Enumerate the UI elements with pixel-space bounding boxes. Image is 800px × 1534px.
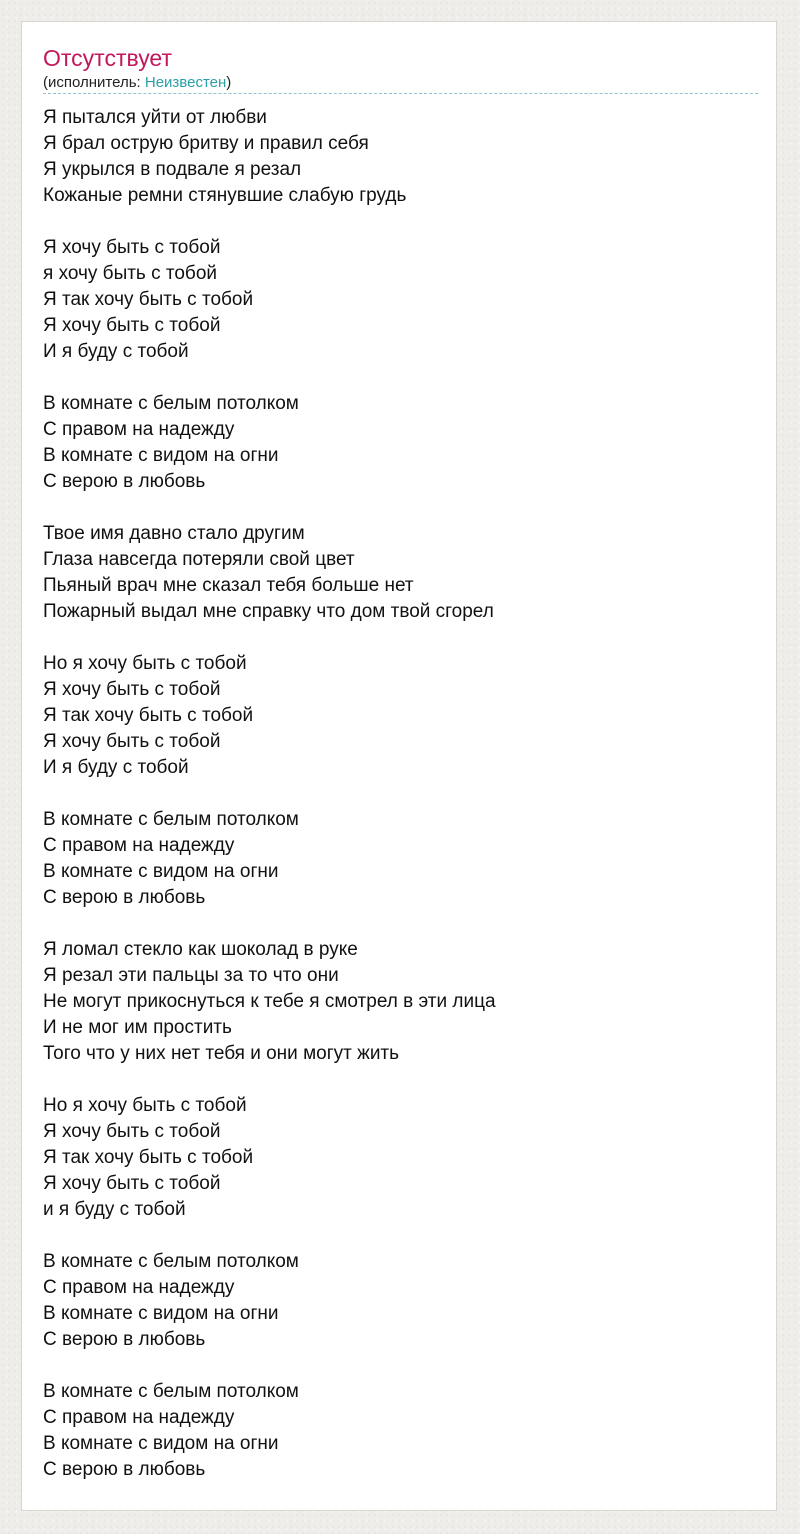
lyrics-line: Но я хочу быть с тобой: [43, 1095, 247, 1116]
lyrics-body: [43, 105, 758, 1483]
lyrics-line: Твое имя давно стало другим: [43, 523, 305, 544]
lyrics-line: Я хочу быть с тобой: [43, 237, 221, 258]
lyrics-line: Я хочу быть с тобой: [43, 315, 221, 336]
lyrics-line: Я резал эти пальцы за то что они: [43, 965, 339, 986]
lyrics-stanza: [43, 105, 758, 209]
lyrics-line: С правом на надежду: [43, 1407, 235, 1428]
lyrics-line: В комнате с видом на огни: [43, 861, 279, 882]
lyrics-stanza: [43, 937, 758, 1067]
lyrics-line: и я буду с тобой: [43, 1199, 186, 1220]
lyrics-line: Я так хочу быть с тобой: [43, 705, 254, 726]
lyrics-line: С правом на надежду: [43, 835, 235, 856]
lyrics-line: Я пытался уйти от любви: [43, 107, 267, 128]
lyrics-line: С правом на надежду: [43, 1277, 235, 1298]
lyrics-stanza: [43, 1093, 758, 1223]
lyrics-stanza: [43, 391, 758, 495]
lyrics-line: С верою в любовь: [43, 471, 206, 492]
lyrics-line: Я так хочу быть с тобой: [43, 1147, 254, 1168]
lyrics-line: Глаза навсегда потеряли свой цвет: [43, 549, 355, 570]
lyrics-line: И я буду с тобой: [43, 341, 189, 362]
lyrics-stanza: [43, 651, 758, 781]
lyrics-card: [21, 21, 777, 1511]
lyrics-line: С верою в любовь: [43, 1459, 206, 1480]
lyrics-line: С верою в любовь: [43, 887, 206, 908]
lyrics-line: Я брал острую бритву и правил себя: [43, 133, 369, 154]
artist-line: [43, 73, 231, 93]
lyrics-stanza: [43, 807, 758, 911]
lyrics-line: Пожарный выдал мне справку что дом твой сгорел: [43, 601, 494, 622]
song-title: Отсутствует: [43, 45, 172, 71]
lyrics-line: И я буду с тобой: [43, 757, 189, 778]
lyrics-line: я хочу быть с тобой: [43, 263, 217, 284]
lyrics-line: Я хочу быть с тобой: [43, 731, 221, 752]
lyrics-line: Я хочу быть с тобой: [43, 1121, 221, 1142]
title-divider: [43, 93, 758, 94]
lyrics-line: В комнате с белым потолком: [43, 393, 299, 414]
lyrics-line: Не могут прикоснуться к тебе я смотрел в эти лица: [43, 991, 496, 1012]
lyrics-line: С правом на надежду: [43, 419, 235, 440]
lyrics-line: Я хочу быть с тобой: [43, 1173, 221, 1194]
lyrics-line: В комнате с видом на огни: [43, 445, 279, 466]
lyrics-line: В комнате с белым потолком: [43, 1251, 299, 1272]
lyrics-stanza: [43, 1249, 758, 1353]
lyrics-line: Но я хочу быть с тобой: [43, 653, 247, 674]
lyrics-line: Я укрылся в подвале я резал: [43, 159, 302, 180]
lyrics-stanza: [43, 1379, 758, 1483]
lyrics-line: Я так хочу быть с тобой: [43, 289, 254, 310]
lyrics-line: В комнате с белым потолком: [43, 1381, 299, 1402]
lyrics-line: В комнате с видом на огни: [43, 1433, 279, 1454]
lyrics-line: Кожаные ремни стянувшие слабую грудь: [43, 185, 407, 206]
lyrics-line: Я хочу быть с тобой: [43, 679, 221, 700]
lyrics-stanza: [43, 521, 758, 625]
lyrics-line: И не мог им простить: [43, 1017, 232, 1038]
lyrics-line: С верою в любовь: [43, 1329, 206, 1350]
lyrics-line: Пьяный врач мне сказал тебя больше нет: [43, 575, 414, 596]
lyrics-stanza: [43, 235, 758, 365]
artist-link[interactable]: Неизвестен: [144, 74, 227, 91]
lyrics-line: В комнате с белым потолком: [43, 809, 299, 830]
lyrics-line: В комнате с видом на огни: [43, 1303, 279, 1324]
artist-suffix: ): [226, 74, 232, 91]
artist-prefix: (исполнитель:: [43, 74, 145, 91]
lyrics-line: Того что у них нет тебя и они могут жить: [43, 1043, 400, 1064]
lyrics-line: Я ломал стекло как шоколад в руке: [43, 939, 358, 960]
